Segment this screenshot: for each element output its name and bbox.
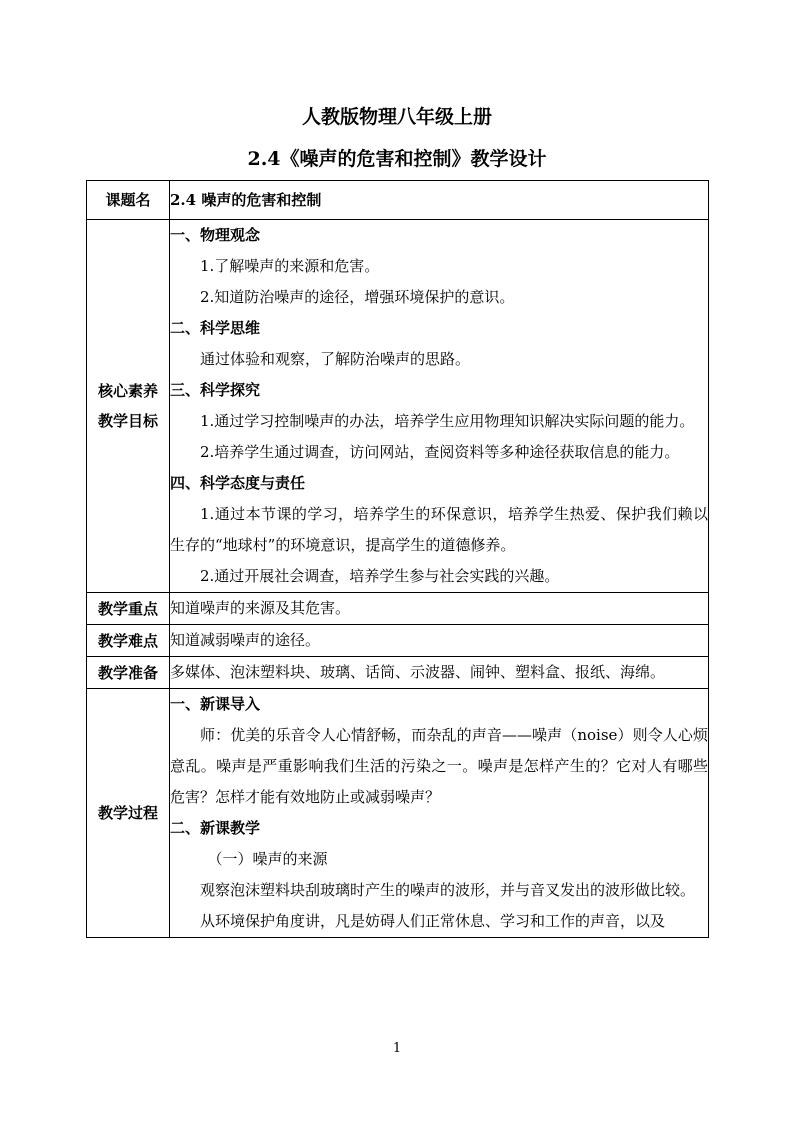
goals-label-line2: 教学目标 xyxy=(97,412,158,430)
difficulty-row xyxy=(87,625,709,657)
goals-heading-4: 四、科学态度与责任 xyxy=(170,474,306,492)
document-subtitle: 2.4《噪声的危害和控制》教学设计 xyxy=(247,148,547,170)
process-para-3: 从环境保护角度讲，凡是妨碍人们正常休息、学习和工作的声音，以及 xyxy=(200,912,666,930)
difficulty-value: 知道减弱噪声的途径。 xyxy=(170,625,709,657)
goals-heading-1: 一、物理观念 xyxy=(170,226,261,244)
lesson-plan-table xyxy=(86,180,709,938)
preparation-row xyxy=(87,657,709,689)
goals-content xyxy=(170,220,709,593)
goals-heading-2: 二、科学思维 xyxy=(170,319,261,337)
key-point-row xyxy=(87,593,709,625)
process-heading-1: 一、新课导入 xyxy=(170,695,261,713)
goals-row xyxy=(87,220,709,593)
goals-para-2: 2.知道防治噪声的途径，增强环境保护的意识。 xyxy=(200,288,515,306)
goals-label-line1: 核心素养 xyxy=(97,382,158,400)
process-subheading-1: （一）噪声的来源 xyxy=(207,850,328,868)
goals-para-7: 2.通过开展社会调查，培养学生参与社会实践的兴趣。 xyxy=(200,567,560,585)
topic-value: 2.4 噪声的危害和控制 xyxy=(170,181,709,220)
process-label: 教学过程 xyxy=(87,689,170,938)
goals-label xyxy=(87,220,170,593)
key-point-label: 教学重点 xyxy=(87,593,170,625)
process-para-1: 师：优美的乐音令人心情舒畅，而杂乱的声音——噪声（noise）则令人心烦意乱。噪声是严重影响我们生活的污染之一。噪声是怎样产生的？它对人有哪些危害？怎样才能有效地防止或减弱噪声？ xyxy=(170,726,708,806)
goals-para-5: 2.培养学生通过调查，访问网站，查阅资料等多种途径获取信息的能力。 xyxy=(200,443,680,461)
goals-para-4: 1.通过学习控制噪声的办法，培养学生应用物理知识解决实际问题的能力。 xyxy=(200,412,695,430)
process-heading-2: 二、新课教学 xyxy=(170,819,261,837)
document-title: 人教版物理八年级上册 xyxy=(301,106,492,128)
process-content xyxy=(170,689,709,938)
topic-row xyxy=(87,181,709,220)
preparation-label: 教学准备 xyxy=(87,657,170,689)
topic-label: 课题名 xyxy=(87,181,170,220)
goals-para-6: 1.通过本节课的学习，培养学生的环保意识，培养学生热爱、保护我们赖以生存的“地球村”的环境意识，提高学生的道德修养。 xyxy=(170,505,708,554)
preparation-value: 多媒体、泡沫塑料块、玻璃、话筒、示波器、闹钟、塑料盒、报纸、海绵。 xyxy=(170,657,709,689)
process-para-2: 观察泡沫塑料块刮玻璃时产生的噪声的波形，并与音叉发出的波形做比较。 xyxy=(200,881,696,899)
goals-heading-3: 三、科学探究 xyxy=(170,381,261,399)
key-point-value: 知道噪声的来源及其危害。 xyxy=(170,593,709,625)
page-number: 1 xyxy=(392,1041,402,1056)
goals-para-3: 通过体验和观察，了解防治噪声的思路。 xyxy=(200,350,471,368)
goals-para-1: 1.了解噪声的来源和危害。 xyxy=(200,257,380,275)
difficulty-label: 教学难点 xyxy=(87,625,170,657)
process-row xyxy=(87,689,709,938)
